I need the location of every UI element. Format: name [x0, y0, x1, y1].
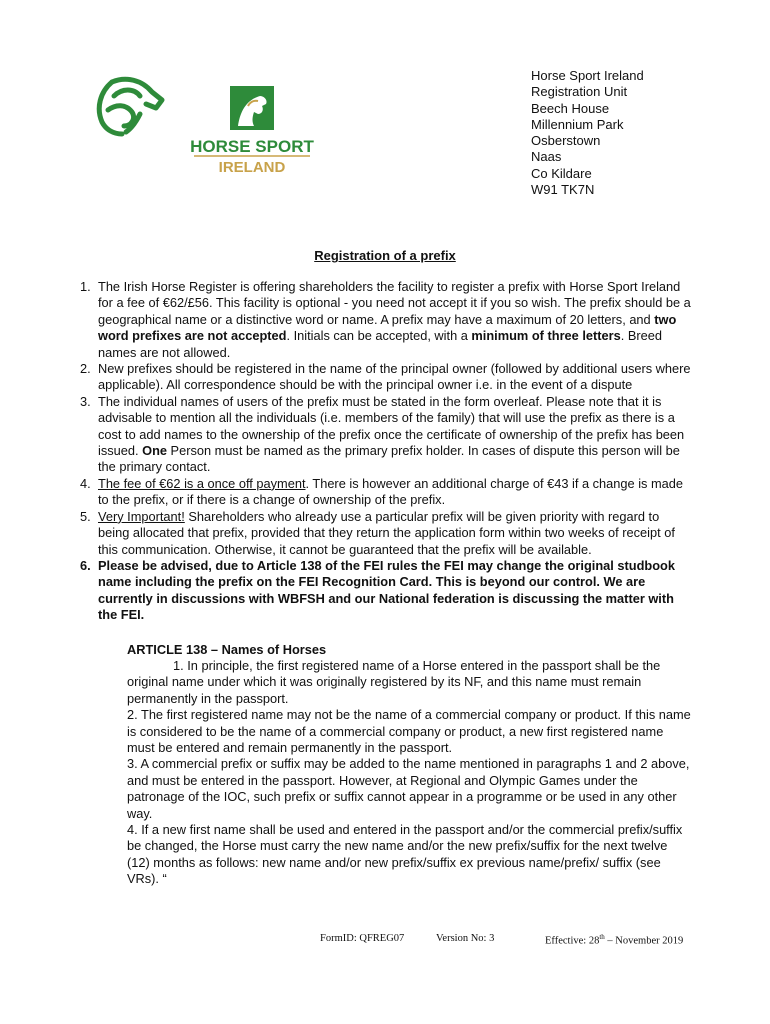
list-item-text: . There is however an additional charge of €43 if a change is made to the prefix, or if there is a change of ownership of the prefix. — [98, 475, 684, 508]
list-item-text: Please be advised, due to Article 138 of the FEI rules the FEI may change the original studbook name including the prefix on the FEI Recognition Card. This is beyond our control. We are currently in discussions with WBFSH and our National federation is discussing the matter with the FEI. — [98, 557, 675, 623]
list-item-text: Very Important! — [98, 508, 185, 524]
article-heading: ARTICLE 138 – Names of Horses — [127, 641, 327, 657]
footer-effective-prefix: Effective: 28 — [545, 935, 600, 947]
horse-head-logo-icon — [92, 74, 166, 138]
horse-sport-ireland-logo — [190, 84, 314, 176]
address-line: Osberstown — [531, 133, 601, 149]
list-item-text: One — [142, 443, 167, 459]
page-title — [0, 248, 770, 263]
list-item — [80, 279, 692, 361]
article-paragraph: 3. A commercial prefix or suffix may be added to the name mentioned in paragraphs 1 and 2 above, and must be entered in the passport. However, at Regional and Olympic Games under the patronage of the IOC, such prefix or suffix cannot appear in a programme or be used in any other way. — [127, 756, 690, 821]
address-line: Registration Unit — [531, 84, 628, 100]
list-item-number: 3. — [80, 393, 91, 409]
address-line: W91 TK7N — [531, 182, 595, 198]
list-item — [80, 361, 692, 394]
logo-text-line2: IRELAND — [218, 159, 286, 176]
list-item-text: . Initials can be accepted, with a — [286, 328, 472, 344]
footer-effective — [545, 933, 683, 947]
list-item-number: 5. — [80, 508, 91, 524]
article-138 — [127, 642, 693, 888]
list-item-text: The fee of €62 is a once off payment — [98, 475, 306, 491]
footer-effective-sup: th — [599, 933, 605, 941]
article-paragraph: 1. In principle, the first registered name of a Horse entered in the passport shall be the original name under which it was originally registered by its NF, and this name must remain permanently in the passport. — [127, 657, 661, 706]
address-line: Co Kildare — [531, 165, 592, 181]
article-paragraph: 2. The first registered name may not be the name of a commercial company or product. If this name is considered to be the name of a commercial company or product, a new first registered name must be entered and remain permanently in the passport. — [127, 707, 691, 755]
list-item-text: The Irish Horse Register is offering shareholders the facility to register a prefix with Horse Sport Ireland for a fee of €62/£56. This facility is optional - you need not accept it if you so wish. The prefix should be a geographical name or a distinctive word or name. A prefix may have a maximum of 20 letters, and — [98, 279, 691, 327]
list-item-number: 4. — [80, 475, 91, 491]
logo-text-line1: HORSE SPORT — [190, 137, 314, 156]
page-title-text: Registration of a prefix — [314, 248, 456, 263]
list-item-number: 2. — [80, 361, 91, 377]
footer-effective-suffix: – November 2019 — [604, 935, 684, 947]
address-line: Naas — [531, 149, 562, 165]
list-item-text: The individual names of users of the prefix must be stated in the form overleaf. Please note that it is advisable to mention all the individuals (i.e. members of the family) that will use the prefix as there is a cost to add names to the ownership of the prefix once the certificate of ownership of the prefix has been issued. — [98, 393, 685, 459]
hsi-emblem-icon — [190, 84, 314, 176]
list-item-text: minimum of three letters — [471, 328, 621, 344]
list-item-number: 1. — [80, 279, 91, 294]
list-item-text: . Breed names are not allowed. — [98, 328, 663, 360]
numbered-list — [80, 279, 692, 624]
footer-form-id: FormID: QFREG07 — [320, 933, 405, 944]
article-paragraph: 4. If a new first name shall be used and entered in the passport and/or the commercial prefix/suffix be changed, the Horse must carry the new name and/or the new prefix/suffix for the next twelve (12) months as follows: new name and/or new prefix/suffix ex previous name/prefix/ suffix (see VRs). “ — [127, 822, 683, 887]
document-body — [80, 279, 692, 888]
address-block — [531, 68, 644, 198]
address-line: Millennium Park — [531, 116, 624, 132]
list-item-text: Person must be named as the primary prefix holder. In cases of dispute this person will be the primary contact. — [98, 443, 680, 475]
list-item-text: two word prefixes are not accepted — [98, 311, 677, 344]
list-item-number: 6. — [80, 557, 91, 573]
list-item — [80, 558, 692, 624]
list-item — [80, 509, 692, 558]
address-line: Beech House — [531, 100, 610, 116]
list-item-text: Shareholders who already use a particular prefix will be given priority with regard to being allocated that prefix, provided that they return the application form within two weeks of receipt of this communication. Otherwise, it cannot be guaranteed that the prefix will be available. — [98, 508, 675, 557]
list-item-text: New prefixes should be registered in the name of the principal owner (followed by additional users where applicable). All correspondence should be with the principal owner i.e. in the event of a dispute — [98, 361, 691, 393]
list-item — [80, 476, 692, 509]
address-line: Horse Sport Ireland — [531, 68, 644, 83]
list-item — [80, 394, 692, 476]
footer-version: Version No: 3 — [436, 933, 495, 944]
